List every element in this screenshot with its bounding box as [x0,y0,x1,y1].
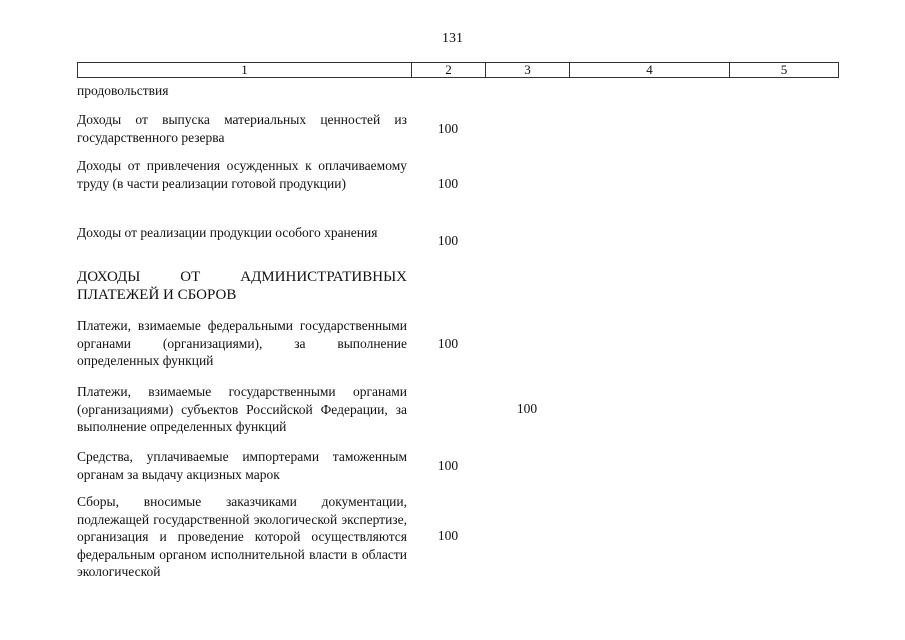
row-value-col2: 100 [437,121,459,136]
section-heading: ДОХОДЫ ОТ АДМИНИСТРАТИВНЫХ ПЛАТЕЖЕЙ И СБОРОВ [77,269,407,303]
header-cell-4: 4 [570,63,730,77]
row-value-col3: 100 [516,401,538,416]
header-cell-5: 5 [780,62,788,77]
row-value-col2: 100 [437,336,459,351]
row-value-col2: 100 [437,176,459,191]
row-label: Платежи, взимаемые федеральными государственными органами (организациями), за выполнение определенных функций [77,318,407,368]
page-number: 131 [442,31,463,46]
row-label: Средства, уплачиваемые импортерами таможенным органам за выдачу акцизных марок [77,449,407,482]
table-header [77,62,839,78]
header-cell-2: 2 [412,63,486,77]
row-label: Сборы, вносимые заказчиками документации, подлежащей государственной экологической экспертизе, организация и проведение которой осуществляются федеральным органом исполнительной власти в области экологической [77,494,407,579]
row-label: продовольствия [77,83,169,98]
row-label: Платежи, взимаемые государственными органами (организациями) субъектов Российской Федерации, за выполнение определенных функций [77,384,407,434]
row-value-col2: 100 [437,233,459,248]
row-label: Доходы от реализации продукции особого хранения [77,225,378,240]
header-cell-3: 3 [486,63,570,77]
row-value-col2: 100 [437,458,459,473]
row-label: Доходы от выпуска материальных ценностей из государственного резерва [77,112,407,145]
row-label: Доходы от привлечения осужденных к оплачиваемому труду (в части реализации готовой продукции) [77,158,407,191]
row-value-col2: 100 [437,528,459,543]
header-cell-1: 1 [78,63,412,77]
